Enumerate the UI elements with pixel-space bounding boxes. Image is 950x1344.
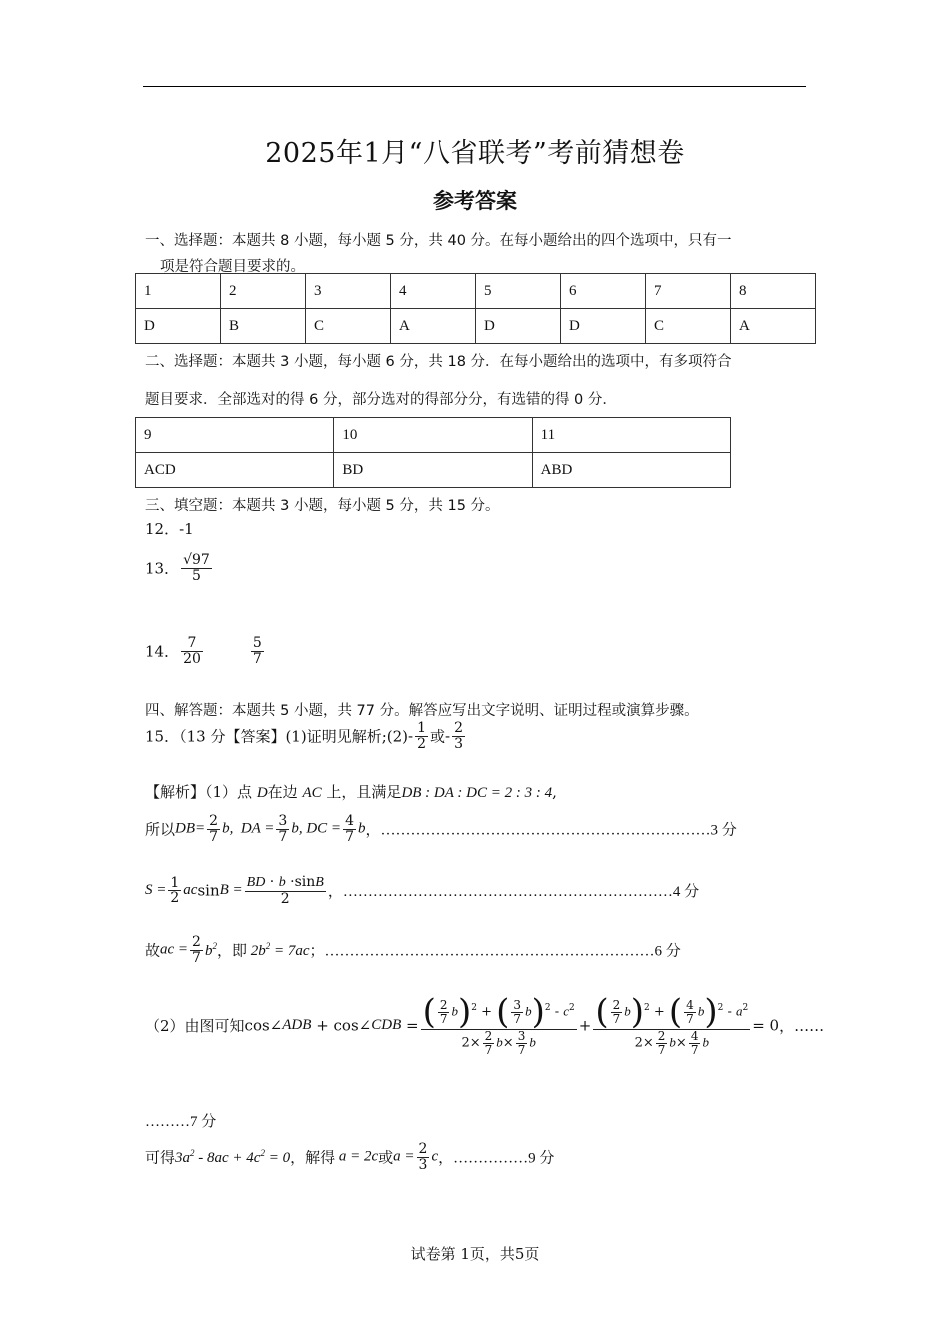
- kede-label: 可得: [145, 1148, 176, 1167]
- section3-heading: 三、填空题：本题共 3 小题，每小题 5 分，共 15 分。: [145, 498, 500, 514]
- q13-fraction: [181, 553, 212, 583]
- huo-label: 或: [378, 1148, 394, 1167]
- q13-answer: [145, 553, 214, 583]
- section4-heading: 四、解答题：本题共 5 小题，共 77 分。解答应写出文字说明、证明过程或演算步骤。: [145, 703, 699, 719]
- q13-denominator: 5: [181, 568, 212, 584]
- so-label: 所以: [145, 820, 176, 839]
- q14-answer: [145, 636, 266, 666]
- score-4: …………………………………………………………4 分: [342, 884, 700, 901]
- q15-fraction-1: [415, 721, 428, 751]
- section2-heading: 二、选择题：本题共 3 小题，每小题 6 分，共 18 分．在每小题给出的选项中，有多项符合: [145, 354, 732, 370]
- part2-label: （2）由图可知: [145, 1017, 245, 1036]
- table-cell: BD: [334, 453, 532, 488]
- table-cell: 3: [305, 274, 390, 309]
- q15-answer: 15．（13 分【答案】(1)证明见解析;(2)- $\frac{1}{2}$ 或- $\frac{2}{3}$: [145, 720, 464, 752]
- fraction: $\frac{BD \cdot b \cdot\sin B}{2}$: [246, 874, 324, 907]
- point-d: D: [256, 785, 268, 801]
- section2-heading-cont: 题目要求．全部选对的得 6 分，部分选对的得部分分，有选错的得 0 分．: [145, 392, 617, 408]
- fraction-big-2: ( $\frac{2}{7}$ b)$^2$ + ( $\frac{4}{7}$ $b)^2 - a^2$ 2× $\frac{2}{7}$ b× $\frac{4}{7}$ b: [595, 992, 749, 1057]
- analysis-cond: 上，且满足: [326, 783, 402, 801]
- table-cell: A: [390, 309, 475, 344]
- ratio-expression: DB : DA : DC = 2 : 3 : 4: [401, 785, 553, 801]
- step-9: 可得$3a^2 - 8ac + 4c^2 = 0$，解得 a = 2c或a = $\frac{2}{3}$ c，……………9 分: [145, 1141, 555, 1173]
- header-rule: [143, 86, 806, 87]
- segment-ac: AC: [302, 785, 322, 801]
- table-row: [136, 418, 731, 453]
- table-cell: C: [645, 309, 730, 344]
- q12-label: 12．: [145, 520, 180, 538]
- fraction: $\frac{4}{7}$: [345, 813, 354, 845]
- step-6: 故ac = $\frac{2}{7}$ $b^2$，即 $2b^2 = 7ac$；…………………………………………………………6 分: [145, 934, 681, 966]
- jiede-label: ，解得: [290, 1148, 336, 1167]
- table-cell: D: [560, 309, 645, 344]
- fraction: $\frac{1}{2}$: [170, 874, 180, 907]
- section2-answer-table: [135, 417, 731, 488]
- q14-b-numerator: 5: [252, 635, 262, 651]
- q13-numerator: √97: [183, 552, 210, 568]
- fraction: $\frac{2}{3}$: [418, 1141, 428, 1173]
- q12-value: -1: [179, 520, 194, 538]
- q15-f2-den: 3: [454, 735, 464, 752]
- step-3: 所以DB= $\frac{2}{7}$ b, DA = $\frac{3}{7}$ b, DC = $\frac{4}{7}$ b，…………………………………………………………3 分: [145, 813, 737, 845]
- table-cell: 2: [221, 274, 306, 309]
- table-cell: 9: [136, 418, 334, 453]
- table-cell: 5: [475, 274, 560, 309]
- section1-answer-table: [135, 273, 816, 344]
- fraction-big-1: ( $\frac{2}{7}$ b)$^2$ + ( $\frac{3}{7}$ $b)^2 - c^2$ 2× $\frac{2}{7}$ b× $\frac{3}{7}$ b: [422, 992, 575, 1057]
- table-cell: 10: [334, 418, 532, 453]
- q15-f1-den: 2: [417, 735, 426, 752]
- tail-dots: ，……: [779, 1017, 825, 1036]
- q15-fraction-2: [452, 721, 465, 751]
- page-title: 2025年1月“八省联考”考前猜想卷: [265, 138, 685, 169]
- table-cell: D: [136, 309, 221, 344]
- fraction: $\frac{2}{7}$: [192, 934, 201, 966]
- q15-f2-num: 2: [454, 720, 464, 736]
- score-7: ………7 分: [145, 1114, 217, 1130]
- table-row: [136, 309, 816, 344]
- score-9: ……………9 分: [453, 1150, 555, 1167]
- fraction: $\frac{3}{7}$: [278, 813, 288, 845]
- table-cell: 1: [136, 274, 221, 309]
- q14-b-denominator: 7: [252, 650, 262, 667]
- table-cell: 6: [560, 274, 645, 309]
- score-6: …………………………………………………………6 分: [324, 943, 681, 960]
- table-cell: D: [475, 309, 560, 344]
- table-cell: ABD: [532, 453, 730, 488]
- page-footer: 试卷第 1页，共5页: [410, 1245, 540, 1263]
- score-3: …………………………………………………………3 分: [380, 822, 737, 839]
- q12-answer: [145, 518, 194, 539]
- analysis-label: 【解析】（1）点: [145, 783, 253, 801]
- page-subtitle: 参考答案: [433, 188, 517, 213]
- fraction: $\frac{2}{7}$: [209, 813, 219, 845]
- q15-f1-num: 1: [417, 720, 426, 736]
- q14-fraction-a: [181, 636, 203, 666]
- table-row: [136, 274, 816, 309]
- q14-a-denominator: 20: [183, 650, 201, 667]
- ji-label: ，即: [216, 941, 247, 960]
- q15-or: 或: [430, 727, 446, 746]
- table-cell: C: [305, 309, 390, 344]
- table-cell: 4: [390, 274, 475, 309]
- q13-label: 13．: [145, 559, 180, 578]
- step-4: S = $\frac{1}{2}$ acsinB = $\frac{BD \cdot b \cdot\sin B}{2}$ ，…………………………………………………………4 分: [145, 874, 700, 907]
- analysis-edge: 在边: [267, 783, 298, 801]
- section1-heading: 一、选择题：本题共 8 小题，每小题 5 分，共 40 分。在每小题给出的四个选项中，只有一: [145, 233, 732, 249]
- q14-fraction-b: [251, 636, 264, 666]
- q14-a-numerator: 7: [187, 635, 197, 651]
- gu-label: 故: [145, 941, 161, 960]
- q15-label: 15．: [145, 727, 180, 746]
- table-cell: A: [730, 309, 815, 344]
- step-7: （2）由图可知cos∠ADB + cos∠CDB = ( $\frac{2}{7}$ b)$^2$ + ( $\frac{3}{7}$ $b)^2 - c^2$ 2× $\frac{2}{7}$ b× $\frac{3}{7}$ b + ( $\frac{2}{7}$ b)$^2$ + ( $\frac{4}{7}$ $b)^2 - a^2$ 2× $\frac{2}{7}$ b× $\frac{4}{7}$ b = 0，……: [145, 992, 825, 1057]
- table-cell: ACD: [136, 453, 334, 488]
- q14-label: 14．: [145, 642, 180, 661]
- table-cell: 7: [645, 274, 730, 309]
- table-cell: 8: [730, 274, 815, 309]
- analysis-line: 【解析】（1）点 D在边 AC 上，且满足DB : DA : DC = 2 : 3 : 4,: [145, 783, 557, 801]
- table-cell: 11: [532, 418, 730, 453]
- table-cell: B: [221, 309, 306, 344]
- table-row: [136, 453, 731, 488]
- q15-text: （13 分【答案】(1)证明见解析;(2): [179, 727, 408, 746]
- section1-heading-cont: 项是符合题目要求的。: [160, 259, 305, 275]
